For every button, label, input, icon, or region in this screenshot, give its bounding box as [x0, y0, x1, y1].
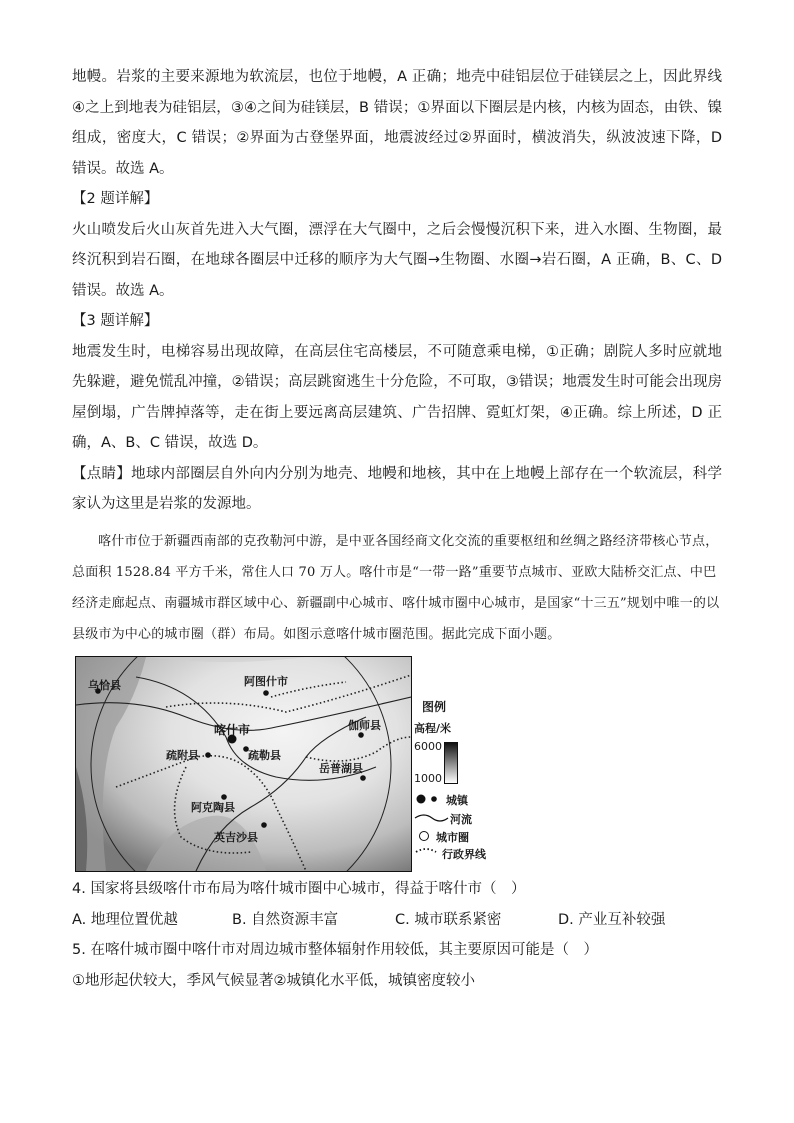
- legend-elevation-max: 6000: [414, 739, 442, 753]
- question-4-options: [72, 905, 722, 935]
- q4-option-b: B. 自然资源丰富: [232, 911, 339, 928]
- legend-circle-label: 城市圈: [436, 830, 469, 844]
- kashi-map: [75, 656, 412, 872]
- legend-elevation-ramp: [444, 742, 458, 784]
- town-marker-yuepuhu: [360, 775, 366, 781]
- legend-circle-symbol: [420, 831, 429, 840]
- label-yuepuhu: 岳普湖县: [319, 761, 363, 775]
- map-figure: [72, 656, 722, 874]
- legend-river-label: 河流: [450, 812, 472, 826]
- label-yingjisha: 英吉沙县: [214, 830, 258, 844]
- material-intro: 喀什市位于新疆西南部的克孜勒河中游，是中亚各国经商文化交流的重要枢纽和丝绸之路经济带核心节点，总面积 1528.84 平方千米，常住人口 70 万人。喀什市是“一带一路”重要节点城市、亚欧大陆桥交汇点、中巴经济走廊起点、南疆城市群区域中心、新疆副中心城市、喀什城市圈中心城市，是国家“十三五”规划中唯一的以县级市为中心的城市圈（群）布局。如图示意喀什城市圈范围。据此完成下面小题。: [72, 533, 720, 642]
- label-shufu: 疏附县: [166, 748, 199, 762]
- legend-elevation-min: 1000: [414, 771, 442, 785]
- legend-boundary-label: 行政界线: [442, 847, 486, 861]
- answer-paragraph-2: 火山喷发后火山灰首先进入大气圈，漂浮在大气圈中，之后会慢慢沉积下来，进入水圈、生物圈，最终沉积到岩石圈，在地球各圈层中迁移的顺序为大气圈→生物圈、水圈→岩石圈，A 正确，B、C、D 错误。故选 A。: [72, 221, 722, 299]
- town-marker-yingjisha: [261, 822, 267, 828]
- q4-option-c: C. 城市联系紧密: [395, 911, 502, 928]
- legend-town-label: 城镇: [446, 793, 468, 807]
- town-marker-jiashi: [358, 732, 364, 738]
- answer-paragraph-1: 地幔。岩浆的主要来源地为软流层，也位于地幔，A 正确；地壳中硅铝层位于硅镁层之上，因此界线④之上到地表为硅铝层，③④之间为硅镁层，B 错误；①界面以下圈层是内核，内核为固态，由铁、镍组成，密度大，C 错误；②界面为古登堡界面，地震波经过②界面时，横波消失，纵波波速下降，D 错误。故选 A。: [72, 69, 722, 177]
- question-5-stem: 5. 在喀什城市圈中喀什市对周边城市整体辐射作用较低，其主要原因可能是（ ）: [72, 941, 598, 958]
- legend-boundary-symbol: [416, 849, 436, 852]
- question-4-stem: 4. 国家将县级喀什市布局为喀什城市圈中心城市，得益于喀什市（ ）: [72, 880, 526, 897]
- question-5-statement: ①地形起伏较大，季风气候显著②城镇化水平低，城镇密度较小: [72, 972, 475, 989]
- q4-option-d: D. 产业互补较强: [558, 911, 666, 928]
- page: [72, 62, 722, 997]
- label-jiashi: 伽师县: [348, 718, 381, 732]
- key-point-paragraph: 【点睛】地球内部圈层自外向内分别为地壳、地幔和地核，其中在上地幔上部存在一个软流层，科学家认为这里是岩浆的发源地。: [72, 465, 722, 512]
- legend-elevation-label: 高程/米: [414, 721, 452, 735]
- answer-paragraph-3: 地震发生时，电梯容易出现故障，在高层住宅高楼层，不可随意乘电梯，①正确；剧院人多时应就地先躲避，避免慌乱冲撞，②错误；高层跳窗逃生十分危险，不可取，③错误；地震发生时可能会出现房屋倒塌，广告牌掉落等，走在街上要远离高层建筑、广告招牌、霓虹灯架，④正确。综上所述，D 正确，A、B、C 错误，故选 D。: [72, 343, 722, 451]
- legend-river-symbol: [415, 815, 448, 821]
- map-legend: [414, 699, 514, 864]
- label-atushi: 阿图什市: [244, 674, 288, 688]
- section-heading-3: 【3 题详解】: [72, 313, 159, 329]
- section-heading-2: 【2 题详解】: [72, 191, 159, 207]
- town-marker-atushi: [263, 690, 269, 696]
- label-shule: 疏勒县: [248, 748, 281, 762]
- legend-city-symbol: [417, 794, 426, 803]
- legend-town-symbol: [431, 796, 437, 802]
- q4-option-a: A. 地理位置优越: [72, 911, 178, 928]
- legend-title: 图例: [422, 699, 447, 714]
- town-marker-shufu: [205, 752, 211, 758]
- label-aketao: 阿克陶县: [191, 800, 235, 814]
- label-kashi: 喀什市: [214, 722, 251, 737]
- label-wuqia: 乌恰县: [88, 678, 121, 692]
